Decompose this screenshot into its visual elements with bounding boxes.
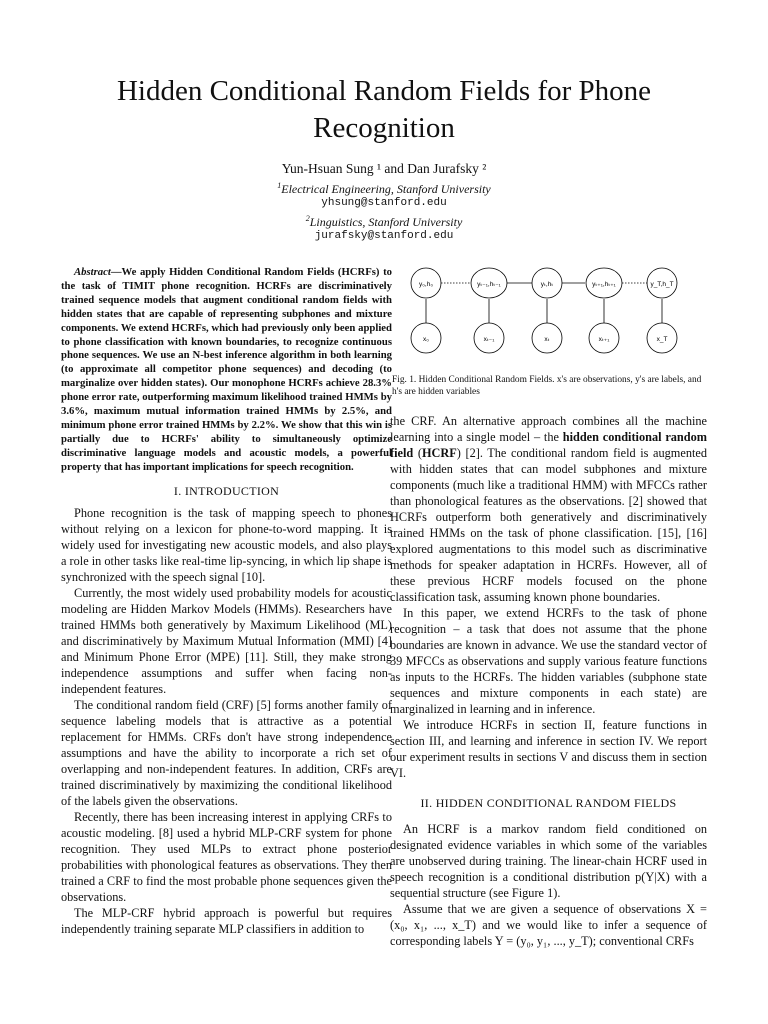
intro-paragraph: In this paper, we extend HCRFs to the task of phone recognition – a task that does not assume that the phone boundaries are known in advance. We use the standard vector of 39 MFCCs as observations and supply various feature functions as inputs to the HCRFs. The hidden variables (subphone state sequences and mixture components in each state) are marginalized in learning and in inference. <box>390 606 707 716</box>
abstract-lead: Abstract <box>74 266 111 278</box>
hcrf-paragraph: An HCRF is a markov random field conditioned on designated evidence variables in which some of the variables are unobserved during training. The linear-chain HCRF used in speech recognition is a conditional distribution p(Y|X) with a sequential structure (see Figure 1). <box>390 822 707 900</box>
intro-paragraph: Currently, the most widely used probability models for acoustic modeling are Hidden Markov Models (HMMs). Researchers have trained HMMs both generatively by Maximum Likelihood (ML) and discriminatively by Maximum Mutual Information (MMI) [4] and Minimum Phone Error (MPE) [11]. Still, they make strong independence assumptions and suffer when facing non-independent features. <box>61 585 392 696</box>
node-label: xₜ <box>544 336 550 343</box>
intro-paragraph: Phone recognition is the task of mapping speech to phones without relying on a lexicon for phone-to-word mapping. It is widely used for investigating new acoustic models, and also plays a role in other tasks like real-time lip-syncing, in which lip shape is synchronized with the speech signal [10]. <box>61 505 392 584</box>
figure-caption: Fig. 1. Hidden Conditional Random Fields. x's are observations, y's are labels, and h's are hidden variables <box>392 375 702 397</box>
affiliation-2-sup: 2 <box>305 214 310 223</box>
author-line: Yun-Hsuan Sung ¹ and Dan Jurafsky ² <box>281 161 487 176</box>
node-label: x_T <box>656 336 668 343</box>
affiliation-2-name: Linguistics, Stanford University <box>309 215 463 229</box>
affiliation-2 <box>0 214 768 230</box>
hcrf-paragraph: Assume that we are given a sequence of observations X = (x₀, x₁, ..., x_T) and we would like to infer a sequence of corresponding labels Y = (y₀, y₁, ..., y_T); conventional CRFs <box>390 902 707 948</box>
hcrf-abbrev: HCRF <box>421 446 457 460</box>
paper-title: Hidden Conditional Random Fields for Phone Recognition <box>116 75 652 144</box>
hcrf-term: hidden conditional random field <box>390 430 707 460</box>
node-label: yₜ₋₁,hₜ₋₁ <box>477 281 501 288</box>
node-label: y_T,h_T <box>650 281 674 288</box>
right-column <box>390 413 707 949</box>
intro-paragraph: We introduce HCRFs in section II, feature functions in section III, and learning and inference in section IV. We report our experiment results in sections V and discuss them in section VI. <box>390 718 707 780</box>
email-1: yhsung@stanford.edu <box>321 197 447 209</box>
paragraph-text: ( <box>413 446 422 460</box>
node-label: xₜ₊₁ <box>598 336 610 343</box>
affiliation-1-sup: 1 <box>277 181 282 190</box>
node-label: x₀ <box>423 336 429 343</box>
node-label: yₜ₊₁,hₜ₊₁ <box>592 281 616 288</box>
intro-paragraph: Recently, there has been increasing interest in applying CRFs to acoustic modeling. [8] used a hybrid MLP-CRF system for phone recognition. They used MLPs to extract phone posterior probabilities with phonological features as observations. They then trained a CRF to find the most probable phone sequences given the observations. <box>61 809 392 904</box>
email-2: jurafsky@stanford.edu <box>314 230 454 242</box>
abstract-text: —We apply Hidden Conditional Random Fields (HCRFs) to the task of TIMIT phone recognition. HCRFs are discriminatively trained sequence models that augment conditional random fields with hidden states that are capable of representing subphones and mixture components. We extend HCRFs, which had previously only been applied to phone classification with known boundaries, to recognize continuous phone sequences. We use an N-best inference algorithm in both learning (to approximate all competitor phone sequences) and decoding (to marginalize over hidden states). Our monophone HCRFs achieve 28.3% phone error rate, outperforming maximum likelihood trained HMMs by 3.6%, maximum mutual information trained HMMs by 2.5%, and minimum phone error trained HMMs by 2.2%. We show that this win is partially due to HCRFs' ability to simultaneously optimize discriminative language models and acoustic models, a powerful property that has important implications for speech recognition. <box>61 266 392 473</box>
crf-paragraph <box>390 413 707 605</box>
intro-paragraph: The MLP-CRF hybrid approach is powerful but requires independently training separate MLP classifiers in addition to <box>61 905 392 936</box>
affiliation-1 <box>0 181 768 197</box>
section-heading-hcrf: II. HIDDEN CONDITIONAL RANDOM FIELDS <box>420 796 677 810</box>
node-label: y₀,h₀ <box>418 281 434 288</box>
affiliation-1-name: Electrical Engineering, Stanford University <box>281 182 491 196</box>
node-label: xₜ₋₁ <box>483 336 495 343</box>
intro-paragraph: The conditional random field (CRF) [5] forms another family of sequence labeling models that is attractive as a potential replacement for HMMs. CRFs don't have strong independence assumptions and have the ability to incorporate a rich set of overlapping and non-independent features. In addition, CRFs are trained discriminatively by maximizing the conditional likelihood of the labels given the observations. <box>61 697 392 808</box>
hcrf-figure <box>392 256 712 371</box>
node-label: yₜ,hₜ <box>540 281 554 288</box>
abstract <box>61 266 392 475</box>
paragraph-text: the CRF. An alternative approach combines all the machine learning into a single model – the <box>390 414 707 444</box>
left-column <box>61 266 392 937</box>
paragraph-text: ) [2]. The conditional random field is augmented with hidden states that can model subphones and mixture components (much like a traditional HMM) with MFCCs rather than phonological features as the observations. [2] showed that HCRFs outperform both generatively and discriminatively trained HMMs on the task of phone classification. [15], [16] explored augmentations to this model such as discriminative methods for speaker adaptation in HCRFs. However, all of these previous HCRF models focused on the phone classification task, assuming known phone boundaries. <box>390 446 707 604</box>
section-heading-introduction: I. INTRODUCTION <box>173 483 280 498</box>
